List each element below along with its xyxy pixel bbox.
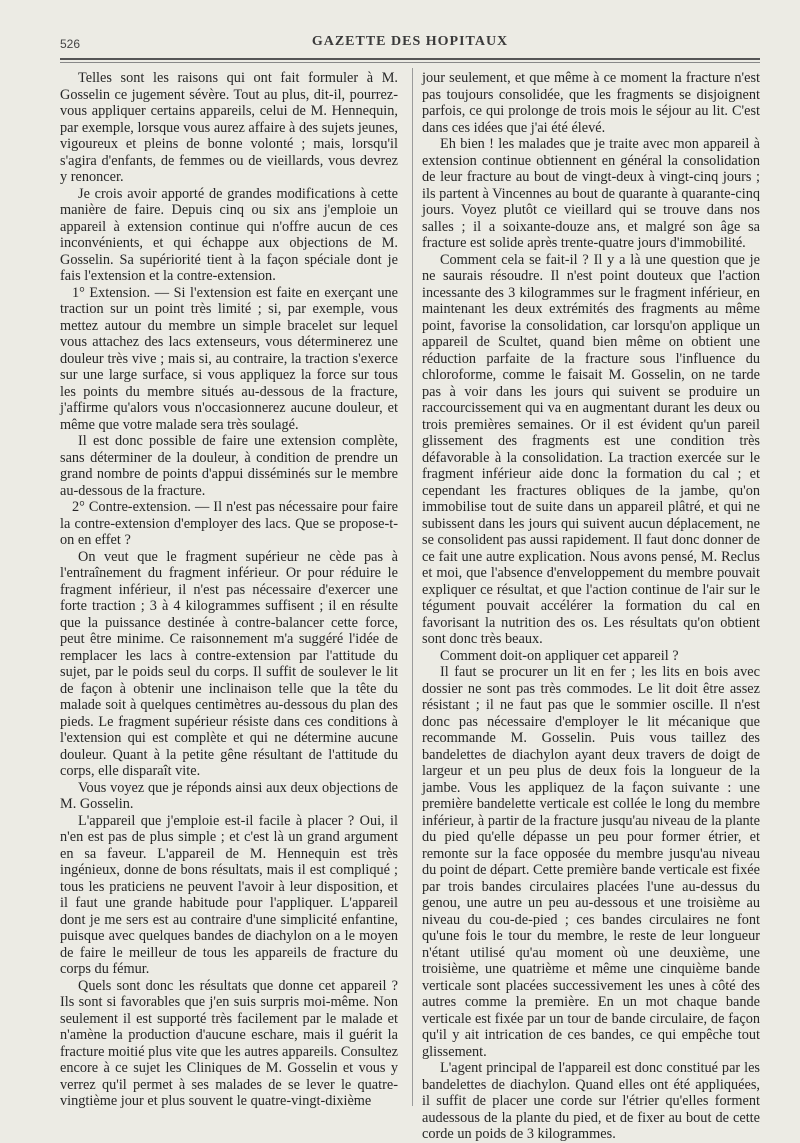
paragraph: Comment doit-on appliquer cet appareil ? xyxy=(440,647,679,664)
column-left xyxy=(60,70,398,1110)
paragraph: L'agent principal de l'appareil est donc constitué par les bandelettes de diachylon. Quand elles ont été appliquées, il suffit de placer une corde sur l'étrier qu'elles forment audessous de la plante du pied, et de fixer au bout de cette corde un poids de 3 kilogrammes. xyxy=(422,1060,760,1142)
paragraph: Quels sont donc les résultats que donne cet appareil ? Ils sont si favorables que j'en suis surpris moi-même. Non seulement il est supporté très facilement par le malade et n'amène la production d'aucune eschare, mais il guérit la fracture moitié plus vite que les autres appareils. Consultez encore à ce sujet les Cliniques de M. Gosselin et vous y verrez qu'il permet à ses malades de se lever le quatre-vingtième jour et plus souvent le quatre-vingt-dixième xyxy=(60,977,398,1109)
header-rule-thin xyxy=(60,62,760,63)
column-right xyxy=(422,70,760,1143)
page-number: 526 xyxy=(60,37,81,51)
paragraph-extension: 1° Extension. — Si l'extension est faite en exerçant une traction sur un point très limité ; si, par exemple, vous mettez autour du membre un simple bracelet sur lequel vous attachez des lacs extenseurs, vous déterminerez une douleur très vive ; mais si, au contraire, la traction s'exerce sur une large surface, si vous appliquez la force sur tous les points du membre situés au-dessous de la fracture, j'affirme qu'alors vous n'occasionnerez aucune douleur, et même que votre malade sera très soulagé. xyxy=(60,284,398,433)
paragraph: Je crois avoir apporté de grandes modifications à cette manière de faire. Depuis cinq ou six ans j'emploie un appareil à extension continue qui n'offre aucun de ces inconvénients, et qui échappe aux objections de M. Gosselin. Sa supériorité tient à la façon spéciale dont je fais l'extension et la contre-extension. xyxy=(60,185,398,284)
paragraph: On veut que le fragment supérieur ne cède pas à l'entraînement du fragment inférieur. Or pour réduire le fragment inférieur, il n'est pas nécessaire d'exercer une forte traction ; 3 à 4 kilogrammes suffisent ; il en résulte que la puissance destinée à contre-balancer cette force, peut être minime. Ce raisonnement m'a suggéré l'idée de remplacer les lacs à contre-extension par l'attitude du sujet, par le poids seul du corps. Il suffit de soulever le lit de façon à obtenir une inclinaison telle que la tête du malade soit à quelques centimètres au-dessous du plan des pieds. Le fragment supérieur résiste dans ces conditions à l'extension qui est complète et qui ne détermine aucune douleur. Quant à la petite gêne résultant de l'attitude du corps, elle disparaît vite. xyxy=(60,548,398,779)
header-rule xyxy=(60,58,760,60)
paragraph: Telles sont les raisons qui ont fait formuler à M. Gosselin ce jugement sévère. Tout au plus, dit-il, pourrez-vous appliquer certains appareils, celui de M. Hennequin, par exemple, lorsque vous aurez affaire à des sujets jeunes, vigoureux et pleins de bonne volonté ; mais, lorsqu'il s'agira d'enfants, de femmes ou de vieillards, vous devrez y renoncer. xyxy=(60,70,398,185)
paragraph-contre-extension: 2° Contre-extension. — Il n'est pas nécessaire pour faire la contre-extension d'employer des lacs. Que se propose-t-on en effet ? xyxy=(60,499,398,548)
paragraph: Il faut se procurer un lit en fer ; les lits en bois avec dossier ne sont pas très commodes. Le lit doit être assez résistant ; il ne faut pas que le sommier oscille. Il n'est donc pas nécessaire d'employer le lit mécanique que recommande M. Gosselin. Puis vous taillez des bandelettes de diachylon ayant deux travers de doigt de largeur et un peu plus de deux fois la longueur de la jambe. Vous les appliquez de la façon suivante : une première bandelette verticale est collée le long du membre inférieur, à partir de la fracture jusqu'au niveau de la plante du pied qu'elle dépasse un peu pour former étrier, et remonte sur la face opposée du membre jusqu'au niveau du point de départ. Cette première bande verticale est fixée par trois bandes circulaires placées l'une au-dessus du genou, une autre un peu au-dessous et une troisième au niveau du cou-de-pied ; ces bandes circulaires ne font qu'une fois le tour du membre, le reste de leur longueur n'étant utilisé qu'au moment où une deuxième, une troisième, une quatrième et même une cinquième bande verticale sont placées successivement les unes à côté des autres comme la première. En un mot chaque bande verticale est fixée par un tour de bande circulaire, de façon qu'il y ait intrication de ces bandes, ce qui empêche tout glissement. xyxy=(422,664,760,1060)
page-header xyxy=(60,32,760,56)
paragraph: Vous voyez que je réponds ainsi aux deux objections de M. Gosselin. xyxy=(60,779,398,812)
paragraph: Il est donc possible de faire une extension complète, sans déterminer de la douleur, à condition de prendre un grand nombre de points d'appui disséminés sur le membre au-dessous de la fracture. xyxy=(60,433,398,499)
paragraph: Comment cela se fait-il ? Il y a là une question que je ne saurais résoudre. Il n'est point douteux que l'action incessante des 3 kilogrammes sur le fragment inférieur, en maintenant les deux extrémités des fragments au même point, favorise la consolidation, car lorsqu'on applique un appareil de Scultet, quand bien même on obtient une réduction parfaite de la fracture sous l'influence du chloroforme, comme le faisait M. Gosselin, on ne tarde pas à voir dans les jours qui suivent se produire un raccourcissement qui va en augmentant durant les deux ou trois premières semaines. Or il est évident qu'un pareil glissement des fragments est une condition très défavorable à la consolidation. La traction exercée sur le fragment inférieur aide donc la formation du cal ; et cependant les fractures obliques de la jambe, qu'on immobilise tout de suite dans un appareil plâtré, et qui ne subissent dans les jours qui suivent aucun déplacement, ne se consolident pas aussi rapidement. Il faut donc donner de ce fait une autre explication. Nous avons pensé, M. Reclus et moi, que l'absence d'enveloppement du membre pouvait expliquer ce résultat, et que l'action continue de l'air sur le tégument pouvait accélérer la formation du cal en favorisant la nutrition des os. Les résultats qu'on obtient sont donc très beaux. xyxy=(422,251,760,647)
paragraph: Eh bien ! les malades que je traite avec mon appareil à extension continue obtiennent en général la consolidation de leur fracture au bout de vingt-deux à vingt-cinq jours ; ils partent à Vincennes au bout de quarante à quarante-cinq jours. Voyez plutôt ce vieillard qui se trouve dans nos salles ; il a soixante-douze ans, et malgré son âge sa fracture est solide après trente-quatre jours d'immobilité. xyxy=(422,136,760,251)
column-divider xyxy=(412,68,413,1106)
paragraph: L'appareil que j'emploie est-il facile à placer ? Oui, il n'en est pas de plus simple ; et c'est là un grand argument en sa faveur. L'appareil de M. Hennequin est très ingénieux, donne de bons résultats, mais il est compliqué ; tous les praticiens ne peuvent l'avoir à leur disposition, et il faut une grande habitude pour l'appliquer. L'appareil dont je me sers est au contraire d'une simplicité enfantine, puisque avec quelques bandes de diachylon on a le moyen de faire le meilleur de tous les appareils de fracture du corps du fémur. xyxy=(60,812,398,977)
paragraph-continuation: jour seulement, et que même à ce moment la fracture n'est pas toujours consolidée, que les fragments se disjoignent parfois, ce qui prolonge de trois mois le séjour au lit. C'est dans ces idées que j'ai été élevé. xyxy=(422,70,760,136)
journal-title: GAZETTE DES HOPITAUX xyxy=(311,34,509,49)
